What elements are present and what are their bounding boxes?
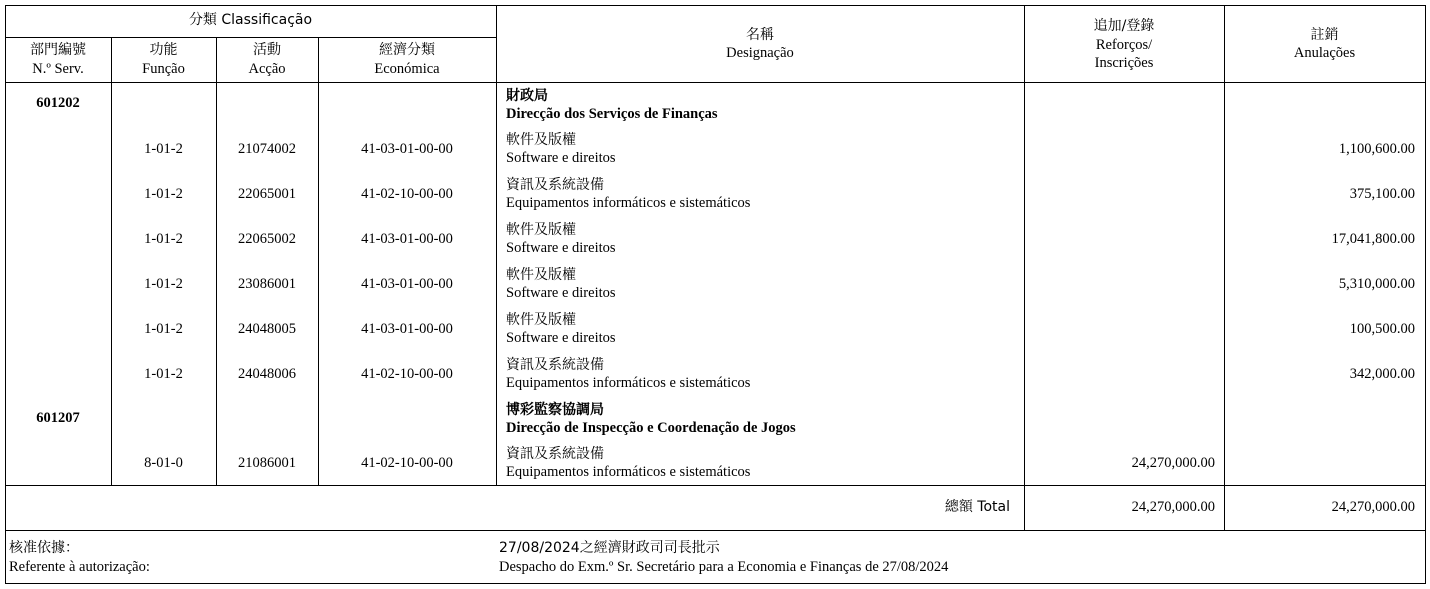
- section-name-pt: Direcção dos Serviços de Finanças: [506, 106, 718, 122]
- row-anulacoes: 375,100.00: [1349, 186, 1415, 202]
- row-anulacoes: 5,310,000.00: [1338, 276, 1415, 292]
- row-economica: 41-02-10-00-00: [361, 455, 453, 471]
- row-economica: 41-02-10-00-00: [361, 186, 453, 202]
- header-bottom-line: [5, 82, 1425, 83]
- section-name-zh: 博彩監察協調局: [506, 402, 604, 418]
- row-desc-pt: Equipamentos informáticos e sistemáticos: [506, 464, 751, 480]
- header-reforcos-pt1: Reforços/: [1095, 37, 1153, 53]
- row-accao: 24048005: [238, 321, 296, 337]
- total-label: 總額 Total: [944, 499, 1010, 515]
- row-desc-pt: Software e direitos: [506, 330, 616, 346]
- row-desc-pt: Software e direitos: [506, 150, 616, 166]
- table-row: [0, 133, 1430, 178]
- row-reforcos: 24,270,000.00: [1131, 455, 1215, 471]
- table-row: [0, 313, 1430, 358]
- row-anulacoes: 17,041,800.00: [1331, 231, 1415, 247]
- row-anulacoes: 100,500.00: [1349, 321, 1415, 337]
- authorization-text-pt: Despacho do Exm.º Sr. Secretário para a Economia e Finanças de 27/08/2024: [499, 559, 949, 575]
- header-serv-zh: 部門編號: [30, 42, 86, 58]
- total-bottom-line: [5, 530, 1425, 531]
- row-accao: 23086001: [238, 276, 296, 292]
- row-funcao: 1-01-2: [144, 141, 183, 157]
- row-accao: 22065002: [238, 231, 296, 247]
- table-row: [0, 268, 1430, 313]
- header-economica-zh: 經濟分類: [379, 42, 435, 58]
- table-border-bottom: [5, 583, 1425, 584]
- row-desc-pt: Equipamentos informáticos e sistemáticos: [506, 375, 751, 391]
- header-serv-pt: N.º Serv.: [32, 61, 84, 77]
- header-funcao-pt: Função: [142, 61, 185, 77]
- authorization-label-zh: 核准依據：: [9, 540, 79, 556]
- header-subdivider: [5, 37, 496, 38]
- authorization-label-pt: Referente à autorização:: [9, 559, 150, 575]
- header-anulacoes-pt: Anulações: [1293, 45, 1356, 61]
- header-designacao-zh: 名稱: [746, 27, 774, 43]
- row-accao: 24048006: [238, 366, 296, 382]
- header-economica-pt: Económica: [374, 61, 440, 77]
- row-accao: 21086001: [238, 455, 296, 471]
- row-funcao: 1-01-2: [144, 366, 183, 382]
- row-desc-pt: Equipamentos informáticos e sistemáticos: [506, 195, 751, 211]
- header-accao-zh: 活動: [253, 42, 281, 58]
- total-reforcos: 24,270,000.00: [1131, 499, 1215, 515]
- row-funcao: 1-01-2: [144, 186, 183, 202]
- row-accao: 22065001: [238, 186, 296, 202]
- section-name-pt: Direcção de Inspecção e Coordenação de Jogos: [506, 420, 796, 436]
- table-row: [0, 223, 1430, 268]
- row-desc-pt: Software e direitos: [506, 285, 616, 301]
- row-anulacoes: 1,100,600.00: [1338, 141, 1415, 157]
- table-row: [0, 447, 1430, 485]
- row-economica: 41-03-01-00-00: [361, 321, 453, 337]
- section-serv-code: 601207: [36, 410, 80, 426]
- row-desc-pt: Software e direitos: [506, 240, 616, 256]
- row-anulacoes: 342,000.00: [1349, 366, 1415, 382]
- row-desc-zh: 資訊及系統設備: [506, 357, 604, 373]
- row-desc-zh: 資訊及系統設備: [506, 446, 604, 462]
- row-funcao: 1-01-2: [144, 321, 183, 337]
- header-reforcos-pt2: Inscrições: [1094, 55, 1154, 71]
- row-economica: 41-02-10-00-00: [361, 366, 453, 382]
- row-economica: 41-03-01-00-00: [361, 276, 453, 292]
- authorization-text-zh: 27/08/2024之經濟財政司司長批示: [499, 540, 720, 556]
- body-bottom-line: [5, 485, 1425, 486]
- table-border-top: [5, 5, 1425, 6]
- row-funcao: 8-01-0: [144, 455, 183, 471]
- header-anulacoes-zh: 註銷: [1310, 27, 1339, 43]
- section-serv-code: 601202: [36, 95, 80, 111]
- table-row: [0, 358, 1430, 403]
- row-desc-zh: 軟件及版權: [506, 222, 576, 238]
- row-funcao: 1-01-2: [144, 276, 183, 292]
- row-economica: 41-03-01-00-00: [361, 141, 453, 157]
- header-designacao-pt: Designação: [726, 45, 794, 61]
- total-anulacoes: 24,270,000.00: [1331, 499, 1415, 515]
- row-accao: 21074002: [238, 141, 296, 157]
- row-desc-zh: 軟件及版權: [506, 267, 576, 283]
- row-desc-zh: 軟件及版權: [506, 312, 576, 328]
- header-accao-pt: Acção: [248, 61, 286, 77]
- row-desc-zh: 資訊及系統設備: [506, 177, 604, 193]
- table-row: [0, 178, 1430, 223]
- row-funcao: 1-01-2: [144, 231, 183, 247]
- row-economica: 41-03-01-00-00: [361, 231, 453, 247]
- header-reforcos-zh: 追加/登錄: [1093, 18, 1155, 34]
- row-desc-zh: 軟件及版權: [506, 132, 576, 148]
- header-funcao-zh: 功能: [149, 42, 178, 58]
- header-classificacao: 分類 Classificação: [188, 12, 313, 28]
- section-name-zh: 財政局: [506, 88, 548, 104]
